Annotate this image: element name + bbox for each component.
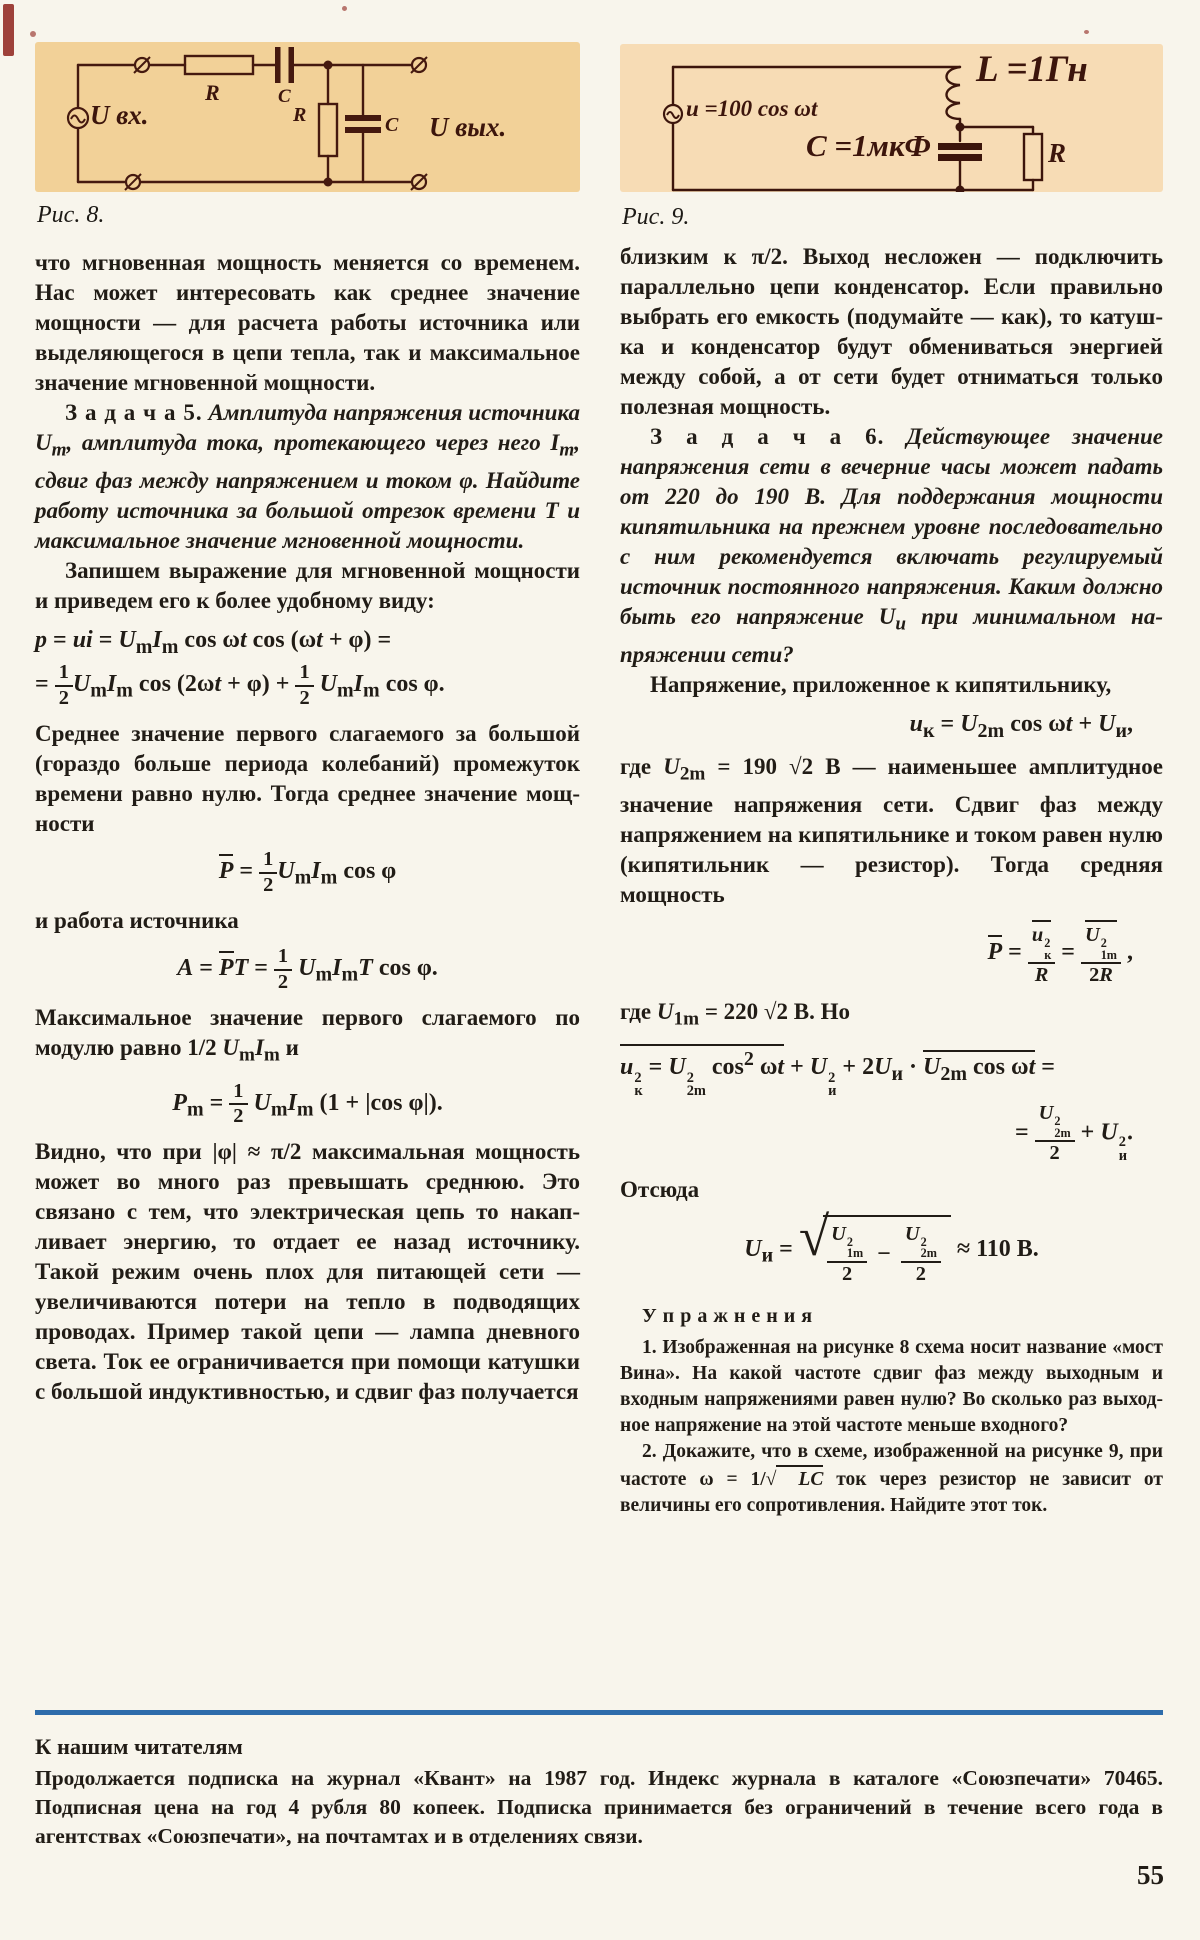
scan-artifact xyxy=(342,6,347,11)
scan-artifact xyxy=(30,31,36,37)
task5-label: З а д а ч а 5. xyxy=(65,400,203,425)
fig8-series-resistor-label: R xyxy=(205,80,220,105)
fig8-output-label: U вых. xyxy=(429,112,507,142)
paragraph-work: и работа источника xyxy=(35,908,239,934)
exercises-title: У п р а ж н е н и я xyxy=(642,1305,813,1328)
footer-divider-rule xyxy=(35,1710,1163,1715)
formula-source-voltage: $U_и$ = √ U 2 1m 2 − U 2 2m 2 ≈ 110 В. xyxy=(744,1205,1039,1285)
scan-artifact xyxy=(1084,30,1089,34)
formula-uk-squared-line2: = U 2 2m 2 + U 2 и . xyxy=(1014,1101,1133,1165)
footer-subscription-text: Продолжается подписка на журнал «Квант» на 1987 год. Индекс журнала в каталоге «Союзпечати» 70465. Подписная цена на год 4 рубля 80 копеек. Подписка принимается без ограничений в течение всего года в агентствах «Союзпечати», на почтамтах и в отделениях связи. xyxy=(35,1766,1163,1848)
paragraph-where-u2m: где $U_{2m} = 190$ √2 В — наименьшее амплитудное значение напряжения сети. Сдвиг фаз между напряжением на кипятильнике и током равен нулю (кипятильник — резистор). Тогда средняя мощность xyxy=(620,754,1163,907)
formula-work: A = PT = $\frac{1}{2}$ $U_mI_mT$ cos φ. xyxy=(177,945,438,993)
formula-instant-power-line2: = $\frac{1}{2}$ $U_mI_m$ cos (2ωt + φ) + $\frac{1}{2}$ $U_mI_m$ cos φ. xyxy=(35,661,445,709)
formula-mean-power-kettle: P = u 2 к R = U 2 1m 2R , xyxy=(620,920,1163,987)
formula-instant-power-line1: p = ui = $U_mI_m$ cos ωt cos (ωt + φ) = xyxy=(35,626,392,658)
paragraph-mean: Среднее значение первого слагаемого за большой (гораздо больше периода колебаний) промежуток времени равно нулю. Тогда среднее значение мощности xyxy=(35,721,580,837)
scan-artifact xyxy=(3,4,14,56)
exercise-1: 1. Изображенная на рисунке 8 схема носит название «мост Вина». На какой частоте сдвиг фаз между выходным и входным напряжениями равен нулю? Во сколько раз выходное напряжение на этой частоте меньше входного? xyxy=(620,1337,1163,1437)
exercise-2: 2. Докажите, что в схеме, изображенной на рисунке 9, при частоте ω = 1/√ LC ток через резистор не зависит от величины его сопротивления. Найдите этот ток. xyxy=(620,1441,1163,1517)
task5-paragraph xyxy=(35,398,580,556)
fig8-shunt-resistor-label: R xyxy=(293,104,307,126)
footer-heading: К нашим читателям xyxy=(35,1734,243,1759)
page-number: 55 xyxy=(1137,1860,1164,1890)
task6-label: З а д а ч а 6. xyxy=(650,424,885,449)
formula-uk-squared-line1: u 2 к = U 2 2m $\cos^2 \omega t + U$ 2 и + $2U_и \cdot U_{2m}$ cos ωt = xyxy=(620,1044,1163,1099)
exercises-block xyxy=(620,1335,1163,1519)
paragraph-continuation: близким к π/2. Выход несложен — подключить параллельно цепи конденсатор. Если правильно выбрать его емкость (подумайте — как), то катушка и конденсатор будут обмениваться энергией между собой, а от сети будет отниматься только полезная мощность. xyxy=(620,244,1163,419)
formula-max-power: $P_m$ = $\frac{1}{2}$ $U_mI_m$ (1 + |cos φ|). xyxy=(172,1079,443,1127)
fig9-source-label: u =100 cos ωt xyxy=(686,96,818,121)
task6-paragraph xyxy=(620,422,1163,670)
paragraph-voltage: Напряжение, приложенное к кипятильнику, xyxy=(650,671,1112,697)
fig8-series-capacitor-label: C xyxy=(278,86,291,107)
fig9-capacitor-label: C =1мкФ xyxy=(806,128,931,163)
task6-text: Действующее значение напряжения сети в вечерние часы может падать от 220 до 190 В. Для поддержания мощности кипятильника на прежнем уровне последовательно с ним рекомендуется включать регулируемый источник постоянного напряжения. Каким должно быть его напряжение $U_и$ при минимальном напряжении сети? xyxy=(620,424,1164,667)
paragraph-hence: Отсюда xyxy=(620,1176,700,1202)
task5-text: Амплитуда напряжения источника $U_m$, амплитуда тока, протекающего через него $I_m$, сдвиг фаз между напряжением и током φ. Найдите работу источника за большой отрезок времени T и максимальное значение мгновенной мощности. xyxy=(35,400,581,553)
figure-9 xyxy=(620,44,1163,192)
fig9-inductor-label: L =1Гн xyxy=(976,49,1088,90)
fig9-caption: Рис. 9. xyxy=(622,204,690,230)
fig8-shunt-capacitor-label: C xyxy=(385,114,399,136)
paragraph-max: Максимальное значение первого слагаемого по модулю равно 1/2 $U_mI_m$ и xyxy=(35,1004,580,1066)
paragraph-seen: Видно, что при |φ| ≈ π/2 максимальная мощность может во много раз превышать среднюю. Это связано с тем, что электрическая цепь то накапливает энергию, то отдает ее назад источнику. Такой режим очень плох для питающей сети — увеличиваются потери на тепло в подводящих проводах. Пример такой цепи — лампа дневного света. Ток ее ограничивается при помощи катушки с большой индуктивностью, и сдвиг фаз получается xyxy=(35,1139,580,1405)
paragraph-intro: что мгновенная мощность меняется со временем. Нас может интересовать как среднее значение мощности — для расчета работы источника или выделяющегося в цепи тепла, так и максимальное значение мгновенной мощности. xyxy=(35,250,580,395)
right-column xyxy=(620,242,1163,1519)
formula-kettle-voltage: $u_к = U_{2m}$ $\cos \omega t + U_и$, xyxy=(909,710,1133,742)
fig8-caption: Рис. 8. xyxy=(37,202,105,228)
fig8-source-label: U вх. xyxy=(90,100,149,130)
paragraph-where-u1m: где $U_{1m} = 220$ √2 В. Но xyxy=(620,998,851,1030)
fig9-resistor-label: R xyxy=(1048,138,1067,168)
left-column xyxy=(35,248,580,1407)
figure-8 xyxy=(35,42,580,192)
formula-average-power: P = $\frac{1}{2}$ $U_mI_m$ cos φ xyxy=(218,848,397,896)
paragraph-write: Запишем выражение для мгновенной мощности и приведем его к более удобному виду: xyxy=(35,557,580,613)
